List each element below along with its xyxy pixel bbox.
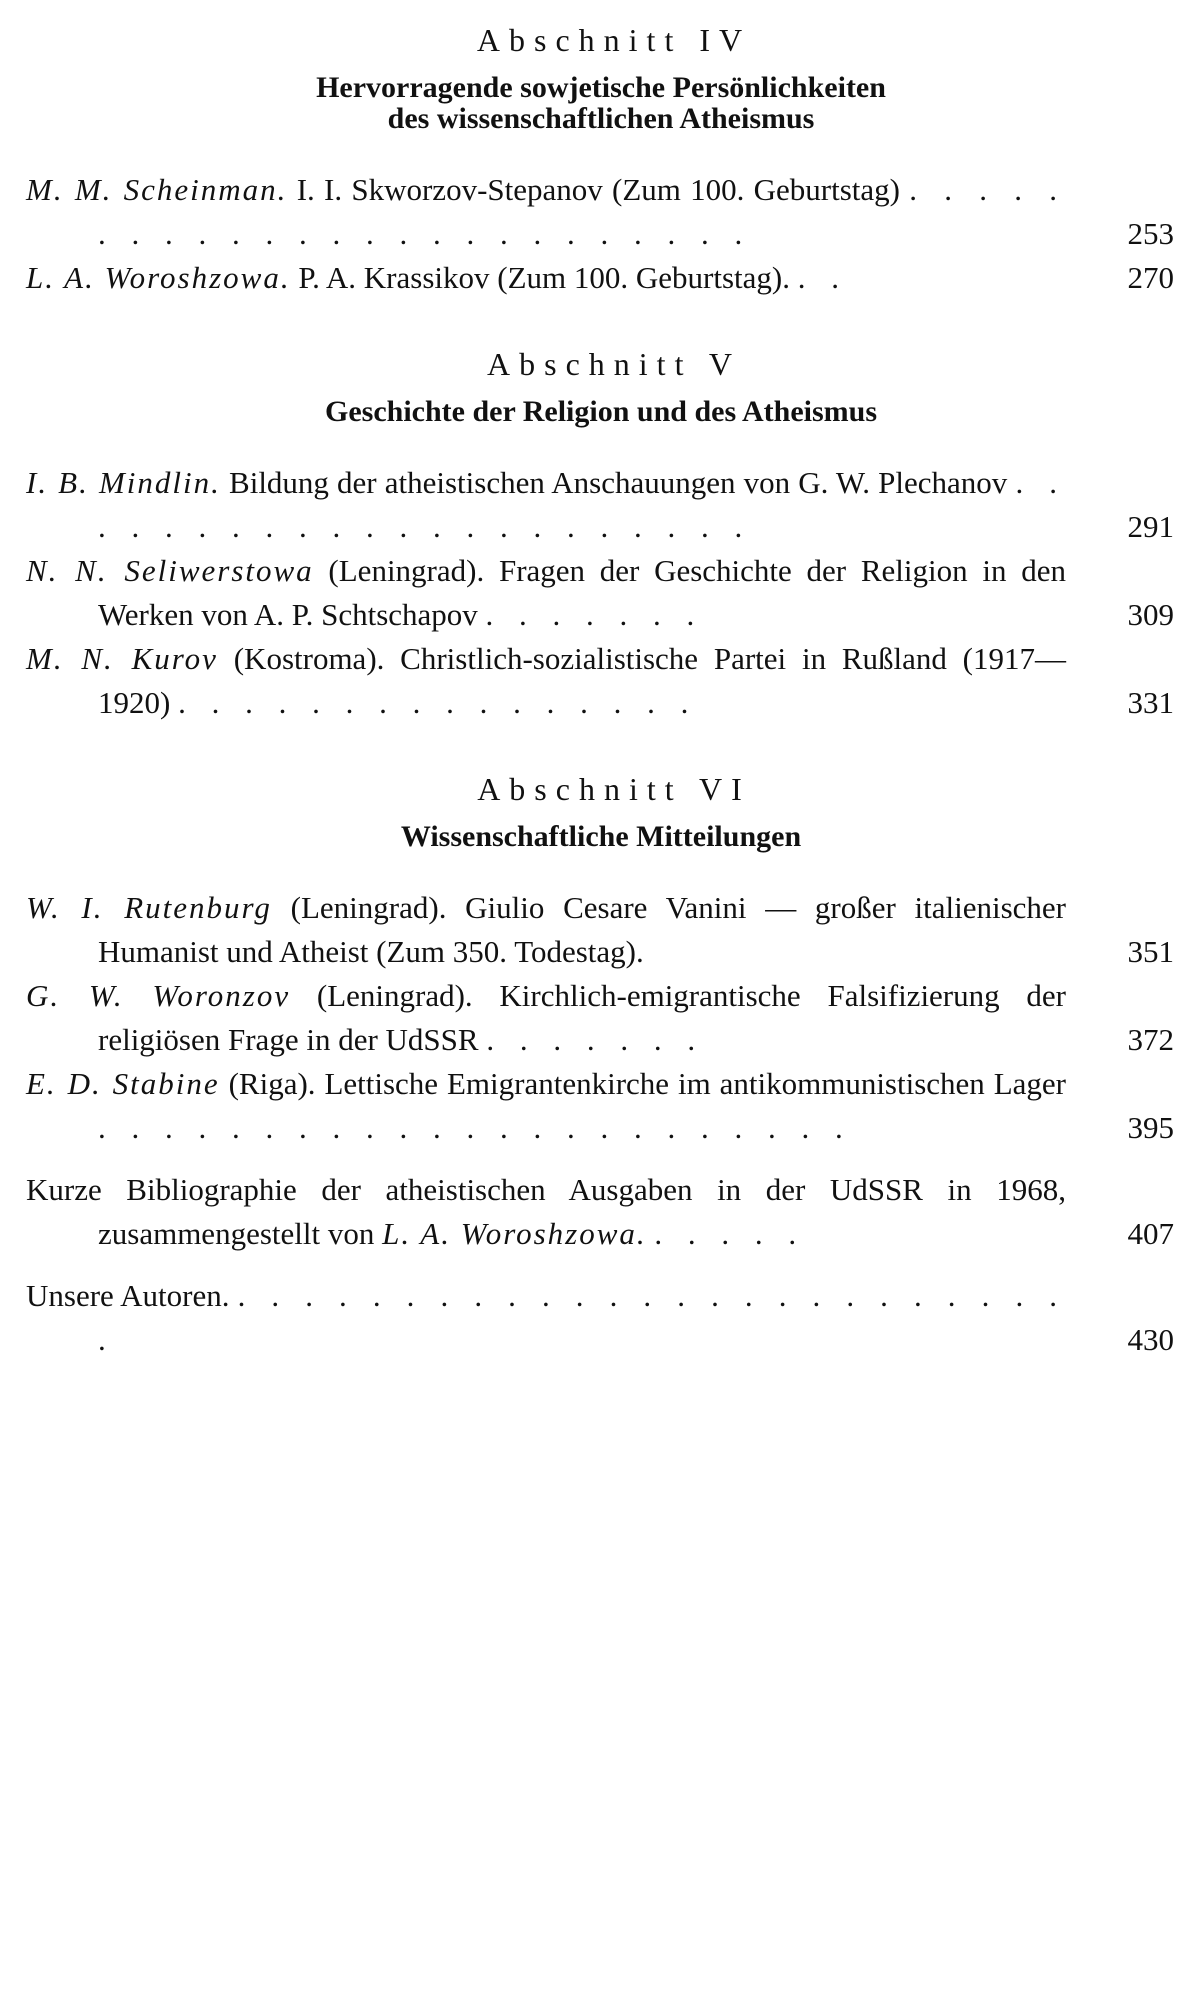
- entry-title: (Leningrad). Fragen der Geschichte der Religion in den Werken von A. P. Schtschapov: [98, 553, 1066, 632]
- toc-entry: [26, 1062, 1176, 1150]
- section-title: Wissenschaftliche Mitteilungen: [400, 820, 802, 853]
- entry-text: [26, 1062, 1066, 1150]
- entry-author: M. M. Scheinman.: [26, 172, 288, 207]
- entry-title: Kurze Bibliographie der atheistischen Ausgaben in der UdSSR in 1968, zusammengestellt von: [26, 1172, 1066, 1251]
- entry-author: L. A. Woroshzowa.: [26, 260, 291, 295]
- entry-page-number: 331: [1127, 685, 1174, 720]
- entry-page-number: 407: [1127, 1216, 1174, 1251]
- section-title-line: des wissenschaftlichen Atheismus: [387, 102, 815, 135]
- leader-dots: . . . . . . . . . . . . . . . . . . . . . . . . .: [98, 172, 1067, 251]
- toc-entry: [26, 256, 1176, 300]
- section-title: Geschichte der Religion und des Atheismus: [325, 395, 877, 428]
- entry-title: Unsere Autoren.: [26, 1278, 230, 1313]
- entry-title: I. I. Skworzov-Stepanov (Zum 100. Geburtstag): [296, 172, 900, 207]
- entry-text: [26, 886, 1066, 974]
- entry-title: (Riga). Lettische Emigrantenkirche im antikommunistischen Lager: [228, 1066, 1066, 1101]
- entry-page-number: 291: [1127, 509, 1174, 544]
- entry-author: N. N. Seliwerstowa: [26, 553, 314, 588]
- entry-text: [26, 1168, 1066, 1256]
- entry-author: G. W. Woronzov: [26, 978, 291, 1013]
- entry-list: [26, 168, 1176, 300]
- entry-page-number: 351: [1127, 934, 1174, 969]
- toc-entry: [26, 886, 1176, 974]
- entry-list: [26, 886, 1176, 1150]
- leader-dots: . . . . . . . . . . . . . . . .: [178, 685, 698, 720]
- entry-page-number: 430: [1127, 1322, 1174, 1357]
- leader-dots: . . . . . . . . . . . . . . . . . . . . . .: [98, 465, 1067, 544]
- entry-text: [26, 461, 1066, 549]
- leader-dots: . .: [797, 260, 848, 295]
- entry-title: (Leningrad). Kirchlich-emigrantische Falsifizierung der religiösen Frage in der UdSSR: [98, 978, 1066, 1057]
- entry-title: (Leningrad). Giulio Cesare Vanini — großer italienischer Humanist und Atheist (Zum 350. Todestag).: [98, 890, 1067, 969]
- entry-text: [26, 256, 1066, 300]
- section-v: [26, 344, 1176, 725]
- entry-page-number: 270: [1127, 260, 1174, 295]
- leader-dots: . . . . .: [654, 1216, 806, 1251]
- entry-text: [26, 637, 1066, 725]
- section-label: Abschnitt V: [487, 346, 741, 382]
- entry-text: [26, 974, 1066, 1062]
- bibliography-entry: [26, 1168, 1176, 1256]
- entry-list: [26, 461, 1176, 725]
- toc-entry: [26, 549, 1176, 637]
- leader-dots: . . . . . . .: [486, 1022, 705, 1057]
- entry-author: L. A. Woroshzowa.: [382, 1216, 647, 1251]
- entry-text: [26, 549, 1066, 637]
- entry-author: E. D. Stabine: [26, 1066, 220, 1101]
- leader-dots: . . . . . . . . . . . . . . . . . . . . . . .: [98, 1110, 852, 1145]
- leader-dots: . . . . . . .: [485, 597, 704, 632]
- entry-page-number: 395: [1127, 1110, 1174, 1145]
- entry-page-number: 309: [1127, 597, 1174, 632]
- table-of-contents: [26, 20, 1176, 1362]
- entry-title: (Kostroma). Christlich-sozialistische Partei in Rußland (1917—1920): [98, 641, 1067, 720]
- section-iv: [26, 20, 1176, 300]
- entry-author: M. N. Kurov: [26, 641, 218, 676]
- toc-entry: [26, 974, 1176, 1062]
- section-vi: [26, 769, 1176, 1150]
- entry-title: P. A. Krassikov (Zum 100. Geburtstag).: [298, 260, 790, 295]
- entry-author: W. I. Rutenburg: [26, 890, 272, 925]
- entry-page-number: 253: [1127, 216, 1174, 251]
- toc-entry: [26, 168, 1176, 256]
- section-label: Abschnitt IV: [476, 22, 752, 58]
- leader-dots: . . . . . . . . . . . . . . . . . . . . . . . . . .: [98, 1278, 1067, 1357]
- toc-entry: [26, 461, 1176, 549]
- entry-page-number: 372: [1127, 1022, 1174, 1057]
- entry-text: [26, 1274, 1066, 1362]
- entry-text: [26, 168, 1066, 256]
- entry-title: Bildung der atheistischen Anschauungen von G. W. Plechanov: [229, 465, 1008, 500]
- section-title: [26, 72, 1176, 134]
- toc-entry: [26, 637, 1176, 725]
- entry-author: I. B. Mindlin.: [26, 465, 221, 500]
- section-label: Abschnitt VI: [477, 771, 751, 807]
- section-title-line: Hervorragende sowjetische Persönlichkeiten: [316, 71, 886, 104]
- authors-entry: [26, 1274, 1176, 1362]
